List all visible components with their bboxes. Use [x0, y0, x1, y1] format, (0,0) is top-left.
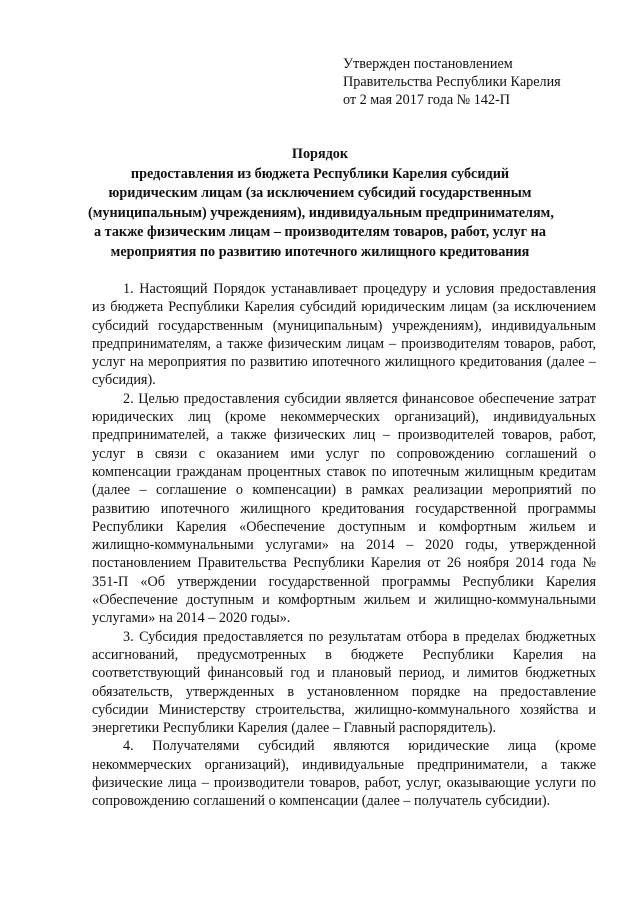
approval-line-3: от 2 мая 2017 года № 142-П: [343, 92, 511, 108]
paragraph-4: 4. Получателями субсидий являются юридические лица (кроме некоммерческих организаций), индивидуальные предприниматели, а также физические лица – производители товаров, работ, услуг, оказывающие услуги по сопровождению соглашений о компенсации (далее – получатель субсидии).: [92, 738, 596, 810]
title-line-3: юридическим лицам (за исключением субсидий государственным: [108, 185, 532, 202]
approval-line-2: Правительства Республики Карелия: [343, 74, 561, 90]
title-line-5: а также физическим лицам – производителям товаров, работ, услуг на: [94, 224, 546, 241]
document-body: [92, 280, 596, 811]
paragraph-3: 3. Субсидия предоставляется по результатам отбора в пределах бюджетных ассигнований, предусмотренных в бюджете Республики Карелия на соответствующий финансовый год и плановый период, и лимитов бюджетных обязательств, утвержденных в установленном порядке на предоставление субсидии Министерству строительства, жилищно-коммунального хозяйства и энергетики Республики Карелия (далее – Главный распорядитель).: [92, 628, 596, 737]
title-line-4: (муниципальным) учреждениям), индивидуальным предпринимателям,: [88, 204, 554, 221]
approval-stamp: [343, 55, 603, 109]
approval-line-1: Утвержден постановлением: [343, 56, 513, 72]
title-line-1: Порядок: [291, 146, 349, 162]
title-line-6: мероприятия по развитию ипотечного жилищного кредитования: [110, 243, 530, 260]
paragraph-2: 2. Целью предоставления субсидии является финансовое обеспечение затрат юридических лиц (кроме некоммерческих организаций), индивидуальных предпринимателей, а также физических лиц – производителей товаров, работ, услуг в связи с оказанием ими услуг по сопровождению соглашений о компенсации гражданам процентных ставок по ипотечным жилищным кредитам (далее – соглашение о компенсации) в рамках реализации мероприятий по развитию ипотечного жилищного кредитования государственной программы Республики Карелия «Обеспечение доступным и комфортным жильем и жилищно-коммунальными услугами» на 2014 – 2020 годы, утвержденной постановлением Правительства Республики Карелия от 26 ноября 2014 года № 351-П «Об утверждении государственной программы Республики Карелия «Обеспечение доступным и комфортным жильем и жилищно-коммунальными услугами» на 2014 – 2020 годы».: [92, 390, 596, 627]
paragraph-1: 1. Настоящий Порядок устанавливает процедуру и условия предоставления из бюджета Республики Карелия субсидий юридическим лицам (за исключением субсидий государственным (муниципальным) учреждениям), индивидуальным предпринимателям, а также физическим лицам – производителям товаров, работ, услуг на мероприятия по развитию ипотечного жилищного кредитования (далее – субсидия).: [92, 281, 596, 389]
title-line-2: предоставления из бюджета Республики Карелия субсидий: [130, 165, 510, 182]
document-title: [88, 145, 552, 263]
